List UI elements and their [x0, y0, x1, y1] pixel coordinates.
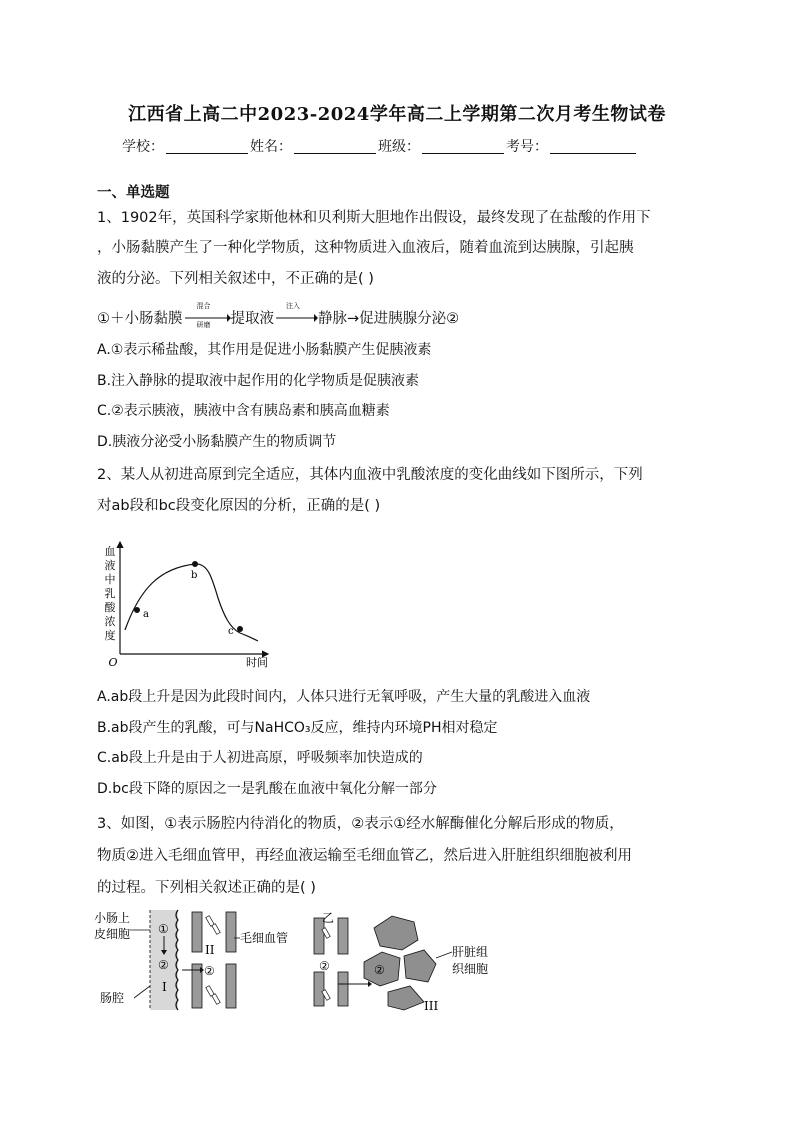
- q1-stem-line-1: 1、1902年，英国科学家斯他林和贝利斯大胆地作出假设，最终发现了在盐酸的作用下: [97, 210, 651, 226]
- capillary-label: 毛细血管: [240, 931, 289, 945]
- roman-3: III: [424, 999, 439, 1013]
- q1-flow-part1: ①＋小肠黏膜: [97, 311, 183, 327]
- lumen-label: 肠腔: [100, 991, 125, 1005]
- q1-option-c[interactable]: C.②表示胰液，胰液中含有胰岛素和胰高血糖素: [97, 403, 390, 419]
- y-label-char: 浓: [104, 615, 116, 628]
- liver-label-line1: 肝脏组: [452, 945, 489, 959]
- mark-2-capillary: ②: [204, 964, 215, 978]
- q3-stem-line-3: 的过程。下列相关叙述正确的是( ): [97, 880, 316, 896]
- mark-2-lumen: ②: [158, 958, 169, 972]
- number-field[interactable]: [550, 139, 636, 154]
- school-field[interactable]: [166, 139, 248, 154]
- y-label-char: 中: [104, 573, 116, 586]
- point-b-label: b: [191, 570, 198, 581]
- y-label-char: 乳: [104, 587, 116, 600]
- q2-option-c[interactable]: C.ab段上升是由于人初进高原，呼吸频率加快造成的: [97, 750, 423, 766]
- mark-2-yi: ②: [319, 959, 330, 973]
- q2-option-d[interactable]: D.bc段下降的原因之一是乳酸在血液中氧化分解一部分: [97, 781, 437, 797]
- q1-flow-part2: 提取液: [230, 311, 274, 327]
- y-label-char: 度: [104, 629, 116, 642]
- school-label: 学校：: [122, 139, 164, 155]
- y-axis-label: [105, 545, 117, 642]
- q2-option-b[interactable]: B.ab段产生的乳酸，可与NaHCO₃反应，维持内环境PH相对稳定: [97, 720, 498, 736]
- q1-arrow-mix-top: 混合: [196, 301, 211, 310]
- y-label-char: 酸: [104, 601, 116, 614]
- q1-arrow-inject: [274, 301, 318, 328]
- liver-cell: [374, 916, 418, 950]
- cell-label-line2: 皮细胞: [94, 927, 131, 941]
- q1-arrow-mix-bottom: 研磨: [196, 320, 211, 329]
- lactic-acid-graph: [100, 538, 280, 668]
- intestine-liver-figure: [92, 906, 512, 1016]
- roman-1: I: [162, 980, 167, 994]
- section-heading: 一、单选题: [97, 185, 170, 201]
- right-arrow-icon: [274, 308, 318, 328]
- point-a: [134, 607, 140, 613]
- q1-arrow-mix: [183, 301, 231, 329]
- point-c-label: c: [228, 626, 234, 637]
- q1-arrow-inject-top: 注入: [286, 301, 300, 310]
- q1-stem-line-3: 液的分泌。下列相关叙述中，不正确的是( ): [97, 271, 374, 287]
- liver-label-line2: 织细胞: [452, 962, 489, 976]
- name-field[interactable]: [294, 139, 376, 154]
- q2-stem-line-2: 对ab段和bc段变化原因的分析，正确的是( ): [97, 498, 381, 514]
- capillary-yi-label: 乙: [322, 911, 335, 925]
- q1-option-a[interactable]: A.①表示稀盐酸，其作用是促进小肠黏膜产生促胰液素: [97, 342, 432, 358]
- q1-option-b[interactable]: B.注入静脉的提取液中起作用的化学物质是促胰液素: [97, 373, 420, 389]
- cell-label-line1: 小肠上: [94, 911, 131, 925]
- origin-label: O: [108, 656, 118, 668]
- q3-stem-line-2: 物质②进入毛细血管甲，再经血液运输至毛细血管乙，然后进入肝脏组织细胞被利用: [97, 848, 632, 864]
- name-label: 姓名：: [250, 139, 292, 155]
- liver-cell: [388, 986, 424, 1010]
- liver-cell: [404, 950, 436, 982]
- q1-flow-part3: 静脉→促进胰腺分泌②: [318, 311, 460, 327]
- mark-2-liver: ②: [374, 963, 385, 977]
- q1-option-d[interactable]: D.胰液分泌受小肠黏膜产生的物质调节: [97, 434, 337, 450]
- q2-option-a[interactable]: A.ab段上升是因为此段时间内，人体只进行无氧呼吸，产生大量的乳酸进入血液: [97, 689, 591, 705]
- point-a-label: a: [143, 609, 149, 620]
- page-title: 江西省上高二中2023-2024学年高二上学期第二次月考生物试卷: [128, 104, 666, 125]
- q1-stem-line-2: ，小肠黏膜产生了一种化学物质，这种物质进入血液后，随着血流到达胰腺，引起胰: [97, 240, 634, 256]
- roman-2: II: [205, 943, 215, 957]
- point-c: [237, 626, 243, 632]
- mark-1: ①: [158, 922, 169, 936]
- q1-flow-diagram: [97, 301, 460, 329]
- q3-stem-line-1: 3、如图，①表示肠腔内待消化的物质，②表示①经水解酶催化分解后形成的物质，: [97, 816, 624, 832]
- student-info-line: [122, 136, 638, 156]
- point-b: [192, 561, 198, 567]
- number-label: 考号：: [506, 139, 548, 155]
- class-label: 班级：: [378, 139, 420, 155]
- x-axis-label: 时间: [246, 656, 268, 668]
- y-label-char: 液: [104, 559, 116, 572]
- class-field[interactable]: [422, 139, 504, 154]
- q2-stem-line-1: 2、某人从初进高原到完全适应，其体内血液中乳酸浓度的变化曲线如下图所示，下列: [97, 467, 643, 483]
- y-label-char: 血: [104, 545, 116, 558]
